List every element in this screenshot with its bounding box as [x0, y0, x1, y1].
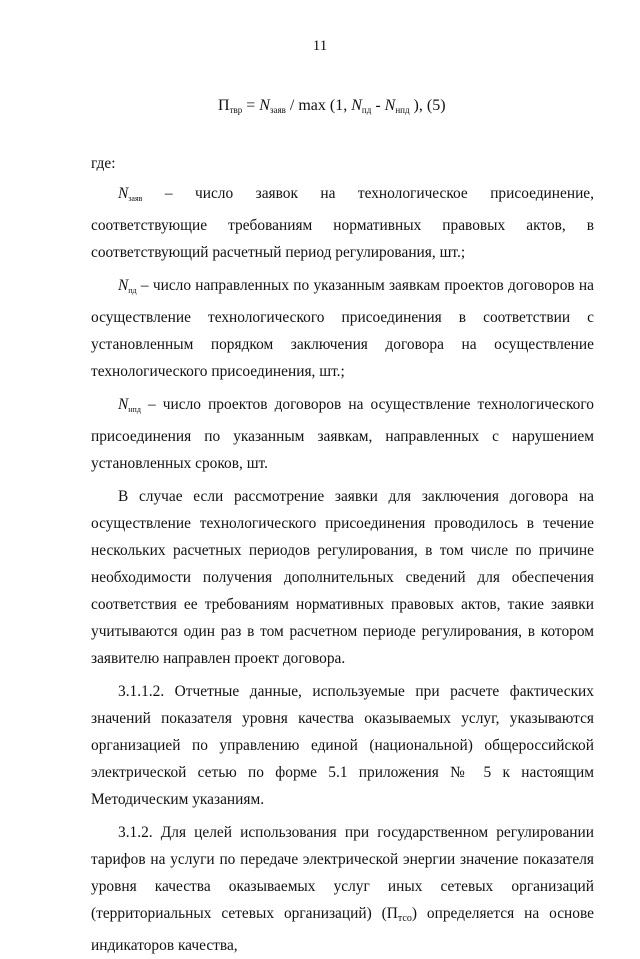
body-text: [91, 150, 594, 959]
var-n-pd-sub: пд: [128, 286, 137, 295]
definition-n-npd: [91, 391, 594, 477]
definition-n-pd: [91, 272, 594, 385]
formula-n-zayav-sub: заяв: [269, 105, 286, 115]
paragraph-3-1-2-tail: ) определяется на основе индикаторов качества,: [91, 905, 594, 954]
where-label: где:: [91, 155, 116, 172]
formula-minus: -: [371, 97, 385, 114]
var-n-pd: N: [118, 277, 129, 294]
formula-n-pd: N: [351, 97, 362, 114]
formula-5: [218, 97, 446, 115]
paragraph-3-1-2-text: 3.1.2. Для целей использования при государственном регулировании тарифов на услуги по передаче электрической энергии значение показателя уровня качества оказываемых услуг иных сетевых организаций (территориальных сетевых организаций) (П: [91, 824, 594, 922]
var-n-npd: N: [118, 396, 129, 413]
formula-equals: =: [242, 97, 260, 114]
paragraph-single-count: В случае если рассмотрение заявки для заключения договора на осуществление технологического присоединения проводилось в течение нескольких расчетных периодов регулирования, в том числе по причине необходимости получения дополнительных сведений для обеспечения соответствия ее требованиям нормативных правовых актов, такие заявки учитываются один раз в том расчетном периоде регулирования, в котором заявителю направлен проект договора.: [91, 488, 594, 667]
formula-n-npd: N: [384, 97, 396, 114]
definition-n-zayav-text: – число заявок на технологическое присоединение, соответствующие требованиям нормативных правовых актов, в соответствующий расчетный период регулирования, шт.;: [91, 185, 594, 261]
formula-lhs: П: [218, 97, 230, 114]
definition-n-npd-text: – число проектов договоров на осуществление технологического присоединения по указанным заявкам, направленных с нарушением установленных сроков, шт.: [91, 396, 594, 472]
formula-n-pd-sub: пд: [361, 105, 372, 115]
var-n-npd-sub: нпд: [128, 405, 141, 414]
formula-n-npd-sub: нпд: [395, 105, 410, 115]
paragraph-3-1-1-2: 3.1.1.2. Отчетные данные, используемые при расчете фактических значений показателя уровня качества оказываемых услуг, указываются организацией по управлению единой (национальной) общероссийской электрической сетью по форме 5.1 приложения № 5 к настоящим Методическим указаниям.: [91, 683, 594, 808]
definition-n-pd-text: – число направленных по указанным заявкам проектов договоров на осуществление технологического присоединения в соответствии с установленным порядком заключения договора на осуществление технологического присоединения, шт.;: [91, 277, 594, 380]
var-n-zayav-sub: заяв: [128, 194, 143, 203]
formula-lhs-sub: твр: [229, 105, 243, 115]
formula-n-zayav: N: [259, 97, 270, 114]
formula-max: / max (1,: [285, 97, 352, 114]
paragraph-3-1-2: [91, 819, 594, 959]
formula-tail: ), (5): [409, 97, 446, 114]
page-number: 11: [312, 38, 328, 54]
p-tso-sub: тсо: [397, 913, 412, 924]
definition-n-zayav: [91, 180, 594, 266]
var-n-zayav: N: [118, 185, 129, 202]
